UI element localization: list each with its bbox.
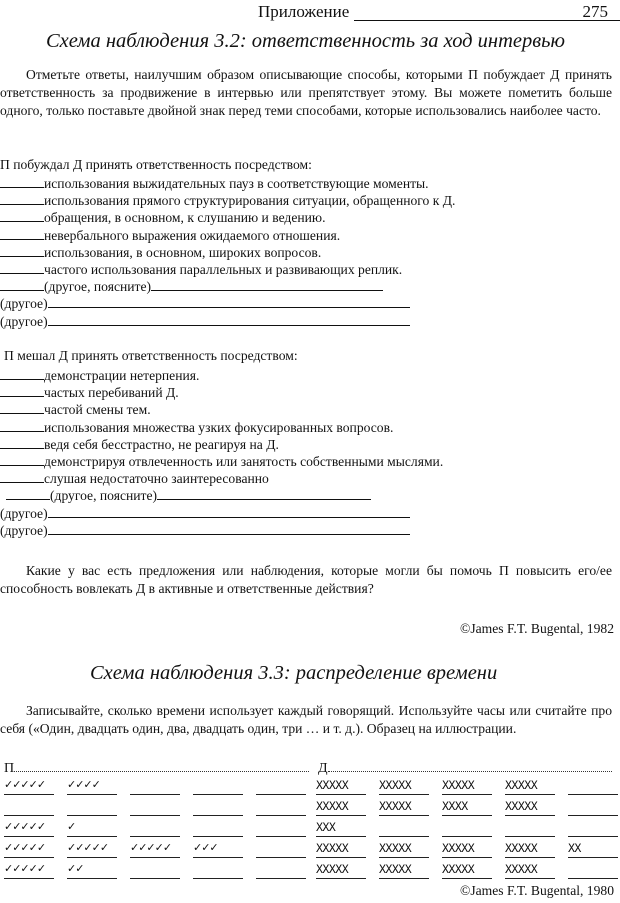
list-item: использования множества узких фокусированных вопросов.: [0, 419, 443, 436]
tally-cell[interactable]: [256, 778, 306, 795]
list-item-other-explain: (другое, поясните): [0, 278, 455, 295]
tally-cell[interactable]: ✓✓✓✓: [67, 778, 117, 795]
dotted-leader: [328, 759, 612, 772]
section-3-3-instructions: Записывайте, сколько времени использует каждый говорящий. Используйте часы или считайте про себя («Один, двадцать один, два, двадцать один, три … и т. д.). Образец на иллюстрации.: [0, 703, 612, 736]
list-item-other: (другое): [0, 505, 443, 522]
tally-cell[interactable]: [568, 778, 618, 795]
hindered-intro: П мешал Д принять ответственность посредством:: [4, 348, 298, 363]
tally-cell[interactable]: XXXXX: [316, 778, 366, 795]
tally-cell[interactable]: XXXXX: [316, 841, 366, 858]
answer-blank[interactable]: [0, 385, 44, 397]
tally-cell[interactable]: XXXXX: [442, 862, 492, 879]
answer-blank[interactable]: [0, 454, 44, 466]
explain-blank[interactable]: [151, 279, 383, 291]
list-item-other: (другое): [0, 295, 455, 312]
tally-cell[interactable]: XXX: [316, 820, 366, 837]
other-blank[interactable]: [48, 314, 410, 326]
other-blank[interactable]: [48, 506, 410, 518]
tally-cell[interactable]: XXXXX: [316, 862, 366, 879]
tally-cell[interactable]: [505, 820, 555, 837]
other-blank[interactable]: [48, 523, 410, 535]
tally-cell[interactable]: [256, 799, 306, 816]
answer-blank[interactable]: [0, 420, 44, 432]
list-item: использования, в основном, широких вопросов.: [0, 244, 455, 261]
section-3-2-title: Схема наблюдения 3.2: ответственность за ход интервью: [46, 30, 565, 52]
tally-cell[interactable]: XXXXX: [505, 862, 555, 879]
answer-blank[interactable]: [0, 471, 44, 483]
page-number: 275: [582, 2, 608, 21]
tally-cell[interactable]: [442, 820, 492, 837]
list-item: использования выжидательных пауз в соответствующие моменты.: [0, 175, 455, 192]
tally-cell[interactable]: [130, 862, 180, 879]
list-item-other: (другое): [0, 313, 455, 330]
tally-cell[interactable]: XXXXX: [379, 841, 429, 858]
answer-blank[interactable]: [0, 228, 44, 240]
tally-cell[interactable]: [193, 799, 243, 816]
list-item: невербального выражения ожидаемого отношения.: [0, 227, 455, 244]
tally-cell[interactable]: ✓✓✓✓✓: [67, 841, 117, 858]
tally-cell[interactable]: [568, 799, 618, 816]
tally-cell[interactable]: [193, 778, 243, 795]
tally-cell[interactable]: [256, 862, 306, 879]
list-item: использования прямого структурирования ситуации, обращенного к Д.: [0, 192, 455, 209]
answer-blank[interactable]: [0, 262, 44, 274]
tally-cell[interactable]: ✓✓✓✓✓: [130, 841, 180, 858]
tally-cell[interactable]: [193, 820, 243, 837]
list-item: частого использования параллельных и развивающих реплик.: [0, 261, 455, 278]
copyright-1980: ©James F.T. Bugental, 1980: [460, 883, 614, 898]
answer-blank[interactable]: [6, 488, 50, 500]
running-header-title: Приложение: [258, 2, 350, 21]
list-item: частой смены тем.: [0, 401, 443, 418]
list-item: обращения, в основном, к слушанию и ведению.: [0, 209, 455, 226]
tally-cell[interactable]: [379, 820, 429, 837]
tally-cell[interactable]: [256, 820, 306, 837]
tally-cell[interactable]: XXXXX: [379, 799, 429, 816]
tally-cell[interactable]: ✓✓✓: [193, 841, 243, 858]
answer-blank[interactable]: [0, 402, 44, 414]
list-item-other: (другое): [0, 522, 443, 539]
tally-cell[interactable]: [568, 862, 618, 879]
other-blank[interactable]: [48, 296, 410, 308]
tally-cell[interactable]: ✓✓: [67, 862, 117, 879]
tally-cell[interactable]: XX: [568, 841, 618, 858]
tally-cell[interactable]: [568, 820, 618, 837]
list-item: демонстрации нетерпения.: [0, 367, 443, 384]
speaker-d-header: [318, 759, 612, 777]
tally-cell[interactable]: ✓✓✓✓✓: [4, 778, 54, 795]
list-item: демонстрируя отвлеченность или занятость собственными мыслями.: [0, 453, 443, 470]
speaker-p-label: П: [4, 761, 15, 776]
tally-cell[interactable]: XXXXX: [316, 799, 366, 816]
speaker-d-label: Д: [318, 761, 328, 776]
answer-blank[interactable]: [0, 437, 44, 449]
answer-blank[interactable]: [0, 279, 44, 291]
tally-cell[interactable]: [130, 778, 180, 795]
list-item: ведя себя бесстрастно, не реагируя на Д.: [0, 436, 443, 453]
list-item-other-explain: (другое, поясните): [0, 487, 443, 504]
list-item: слушая недостаточно заинтересованно: [0, 470, 443, 487]
encouraged-intro: П побуждал Д принять ответственность посредством:: [0, 157, 312, 172]
tally-cell[interactable]: XXXXX: [505, 841, 555, 858]
answer-blank[interactable]: [0, 193, 44, 205]
answer-blank[interactable]: [0, 368, 44, 380]
suggestions-question: Какие у вас есть предложения или наблюдения, которые могли бы помочь П повысить его/ее способность вовлекать Д в активные и ответственные действия?: [0, 563, 612, 596]
answer-blank[interactable]: [0, 245, 44, 257]
tally-cell[interactable]: XXXXX: [379, 862, 429, 879]
explain-blank[interactable]: [157, 488, 371, 500]
hindered-list: [0, 367, 443, 539]
running-header: [258, 0, 614, 22]
tally-cell[interactable]: XXXX: [442, 799, 492, 816]
answer-blank[interactable]: [0, 176, 44, 188]
tally-cell[interactable]: ✓✓✓✓✓: [4, 820, 54, 837]
speaker-p-header: [4, 759, 309, 777]
list-item: частых перебиваний Д.: [0, 384, 443, 401]
tally-cell[interactable]: XXXXX: [442, 841, 492, 858]
answer-blank[interactable]: [0, 210, 44, 222]
tally-cell[interactable]: [67, 799, 117, 816]
tally-cell[interactable]: XXXXX: [505, 799, 555, 816]
section-3-3-title: Схема наблюдения 3.3: распределение времени: [90, 662, 498, 684]
tally-cell[interactable]: ✓✓✓✓✓: [4, 862, 54, 879]
tally-cell[interactable]: [4, 799, 54, 816]
header-rule: [354, 20, 620, 21]
tally-cell[interactable]: [256, 841, 306, 858]
tally-cell[interactable]: [130, 799, 180, 816]
tally-cell[interactable]: [193, 862, 243, 879]
tally-cell[interactable]: [130, 820, 180, 837]
tally-cell[interactable]: ✓: [67, 820, 117, 837]
copyright-1982: ©James F.T. Bugental, 1982: [460, 621, 614, 636]
tally-cell[interactable]: ✓✓✓✓✓: [4, 841, 54, 858]
tally-cell[interactable]: XXXXX: [505, 778, 555, 795]
section-3-2-instructions: Отметьте ответы, наилучшим образом описывающие способы, которыми П побуждает Д принять ответственность за продвижение в интервью или препятствует этому. Вы можете пометить больше одного, только поставьте двойной знак перед теми способами, которые использовались наиболее часто.: [0, 67, 612, 118]
tally-cell[interactable]: XXXXX: [379, 778, 429, 795]
tally-cell[interactable]: XXXXX: [442, 778, 492, 795]
dotted-leader: [14, 759, 309, 772]
encouraged-list: [0, 175, 455, 330]
